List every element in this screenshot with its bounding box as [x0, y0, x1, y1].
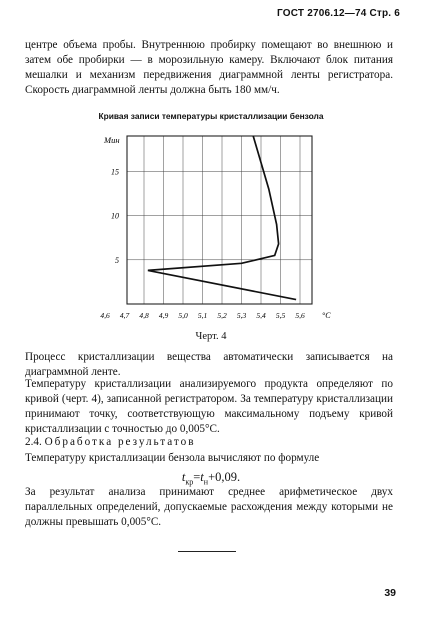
formula-lhs-sub: кр: [185, 477, 194, 487]
x-tick-label: 5,3: [236, 311, 247, 320]
page-number: 39: [384, 587, 396, 599]
paragraph-process: Процесс кристаллизации вещества автоматически записывается на диаграммной ленте.: [25, 351, 393, 378]
chart-grid: [127, 136, 312, 304]
end-rule: [178, 551, 236, 552]
x-tick-label: 4,8: [139, 311, 149, 320]
paragraph-intro: центре объема пробы. Внутреннюю пробирку помещают во внешнюю и затем обе пробирки — в морозильную камеру. Включают блок питания мешалки и механизм передвижения диаграммной ленты регистратора. Скорость диаграммной ленты должна быть 180 мм/ч.: [25, 39, 393, 96]
running-head: ГОСТ 2706.12—74 Стр. 6: [277, 8, 400, 19]
y-tick-label: 5: [115, 255, 119, 265]
y-tick-label: 15: [111, 167, 119, 177]
formula-equals: =: [193, 470, 201, 484]
y-tick-label: 10: [111, 211, 119, 221]
paragraph-method: Температуру кристаллизации анализируемого продукта определяют по кривой (черт. 4), записанной регистратором. За температуру кристаллизации принимают точку, соответствующую максимальному подъему кривой кристаллизации с точностью до 0,005°С.: [25, 378, 393, 435]
x-tick-label: 5,6: [295, 311, 305, 320]
x-tick-label: 5,1: [197, 311, 208, 320]
formula-rhs: t: [200, 470, 204, 484]
paragraph-result: За результат анализа принимают среднее арифметическое двух параллельных определений, допускаемые расхождения между которыми не должны превышать 0,005°С.: [25, 486, 393, 528]
x-tick-label: 5,2: [217, 311, 227, 320]
paragraph-formula-intro: Температуру кристаллизации бензола вычисляют по формуле: [25, 452, 320, 464]
formula-rhs-sub: н: [203, 477, 209, 487]
section-heading: [25, 436, 196, 448]
section-title: Обработка результатов: [44, 436, 196, 448]
x-tick-label: 4,7: [119, 311, 130, 320]
figure-caption: Кривая записи температуры кристаллизации бензола: [98, 111, 324, 121]
formula-tail: +0,09.: [208, 470, 241, 484]
x-tick-label: 5,4: [256, 311, 266, 320]
figure-label: Черт. 4: [195, 331, 227, 342]
x-axis-unit: °С: [322, 311, 331, 320]
x-tick-label: 4,9: [158, 311, 169, 320]
x-tick-label: 5,5: [275, 311, 286, 320]
section-number: 2.4.: [25, 436, 42, 448]
x-tick-label: 4,6: [100, 311, 110, 320]
chart-frame: [127, 136, 312, 304]
y-axis-label: Мин: [104, 135, 120, 145]
formula-lhs: t: [181, 470, 186, 484]
x-tick-label: 5,0: [178, 311, 188, 320]
